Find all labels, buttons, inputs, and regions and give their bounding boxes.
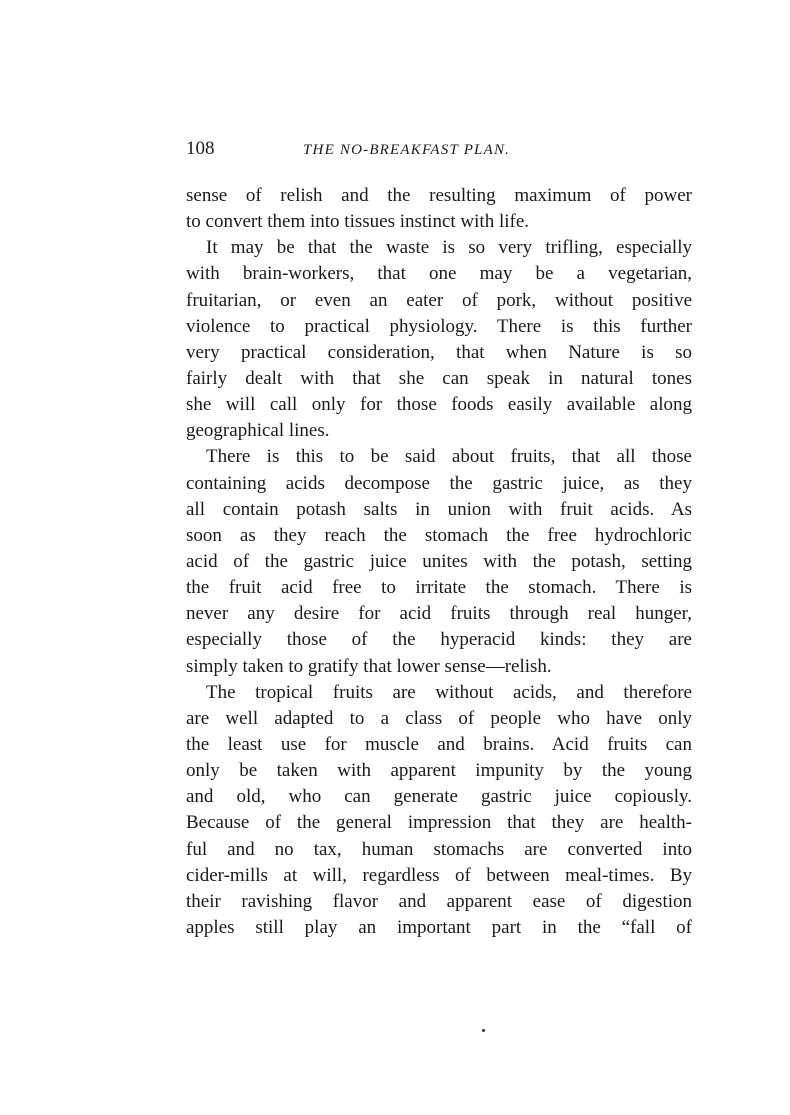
- text-line: only be taken with apparent impunity by the young: [186, 760, 692, 782]
- page-header: [186, 138, 692, 164]
- body-text: [186, 183, 692, 941]
- text-line: acid of the gastric juice unites with the potash, setting: [186, 550, 692, 572]
- page-number: 108: [186, 138, 215, 159]
- text-line: violence to practical physiology. There is this further: [186, 315, 692, 337]
- text-line: geographical lines.: [186, 420, 330, 442]
- text-line: There is this to be said about fruits, that all those: [206, 446, 692, 468]
- text-line: sense of relish and the resulting maximum of power: [186, 185, 692, 206]
- text-line: Because of the general impression that they are health-: [186, 812, 692, 834]
- text-line: the least use for muscle and brains. Acid fruits can: [186, 733, 692, 755]
- text-line: ful and no tax, human stomachs are converted into: [186, 838, 692, 860]
- text-line: very practical consideration, that when Nature is so: [186, 341, 692, 363]
- running-title: THE NO-BREAKFAST PLAN.: [303, 142, 511, 158]
- text-line: never any desire for acid fruits through real hunger,: [186, 603, 692, 625]
- text-line: the fruit acid free to irritate the stomach. There is: [186, 577, 692, 599]
- text-line: cider-mills at will, regardless of between meal-times. By: [186, 864, 692, 886]
- text-line: all contain potash salts in union with fruit acids. As: [186, 498, 692, 520]
- text-line: apples still play an important part in the “fall of: [186, 916, 692, 938]
- text-line: their ravishing flavor and apparent ease of digestion: [186, 890, 692, 912]
- text-line: fairly dealt with that she can speak in natural tones: [186, 367, 692, 389]
- text-line: simply taken to gratify that lower sense—relish.: [186, 655, 552, 677]
- text-line: The tropical fruits are without acids, and therefore: [206, 681, 692, 703]
- text-line: she will call only for those foods easily available along: [186, 394, 692, 416]
- text-line: fruitarian, or even an eater of pork, without positive: [186, 289, 692, 311]
- text-line: containing acids decompose the gastric juice, as they: [186, 472, 692, 494]
- text-line: soon as they reach the stomach the free hydrochloric: [186, 524, 692, 546]
- text-line: It may be that the waste is so very trifling, especially: [206, 237, 692, 259]
- text-line: especially those of the hyperacid kinds: they are: [186, 629, 692, 651]
- text-line: to convert them into tissues instinct with life.: [186, 211, 530, 233]
- text-line: with brain-workers, that one may be a vegetarian,: [186, 263, 692, 285]
- text-line: are well adapted to a class of people who have only: [186, 707, 692, 729]
- print-speck: [482, 1029, 485, 1032]
- text-line: and old, who can generate gastric juice copiously.: [186, 786, 692, 808]
